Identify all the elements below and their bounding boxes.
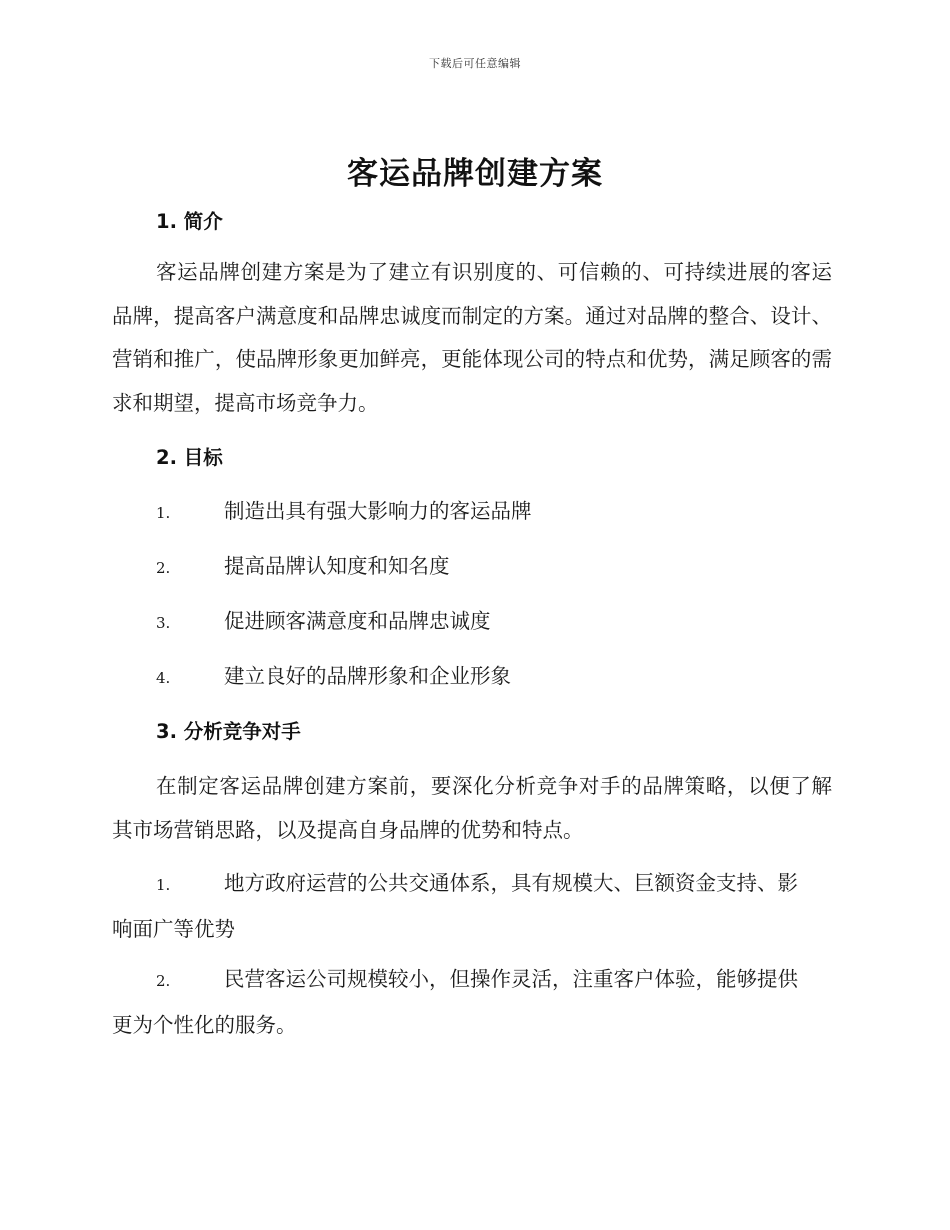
section-heading-intro: 1. 简介 [156,210,223,233]
goal-list-item [156,496,832,528]
section-heading-goals: 2. 目标 [156,446,223,469]
page-header-note: 下载后可任意编辑 [429,57,521,70]
goal-number: 3. [156,614,171,632]
goal-number: 4. [156,669,171,687]
competitor-analysis-paragraph: 在制定客运品牌创建方案前，要深化分析竞争对手的品牌策略，以便了解其市场营销思路，以及提高自身品牌的优势和特点。 [112,774,832,842]
competitor-text-line2: 更为个性化的服务。 [112,1012,297,1037]
competitor-list-item [112,958,832,1047]
competitor-number: 2. [156,972,171,990]
goal-text: 建立良好的品牌形象和企业形象 [224,664,511,688]
goal-list-item [156,606,832,638]
competitor-text-line2: 响面广等优势 [112,916,235,941]
intro-paragraph: 客运品牌创建方案是为了建立有识别度的、可信赖的、可持续进展的客运品牌，提高客户满意度和品牌忠诚度而制定的方案。通过对品牌的整合、设计、营销和推广，使品牌形象更加鲜亮，更能体现公司的特点和优势，满足顾客的需求和期望，提高市场竞争力。 [112,260,832,415]
competitor-number: 1. [156,876,171,894]
goal-text: 制造出具有强大影响力的客运品牌 [224,499,532,523]
competitor-list-item [112,862,832,951]
competitor-text-line1: 地方政府运营的公共交通体系，具有规模大、巨额资金支持、影 [224,871,798,895]
competitor-text-line1: 民营客运公司规模较小，但操作灵活，注重客户体验，能够提供 [224,967,798,991]
goal-list-item [156,551,832,583]
goal-number: 2. [156,559,171,577]
goal-text: 提高品牌认知度和知名度 [224,554,450,578]
section-heading-competitors: 3. 分析竞争对手 [156,720,301,743]
goal-list-item [156,661,832,693]
goal-number: 1. [156,504,171,522]
goal-text: 促进顾客满意度和品牌忠诚度 [224,609,491,633]
document-title: 客运品牌创建方案 [347,156,603,192]
